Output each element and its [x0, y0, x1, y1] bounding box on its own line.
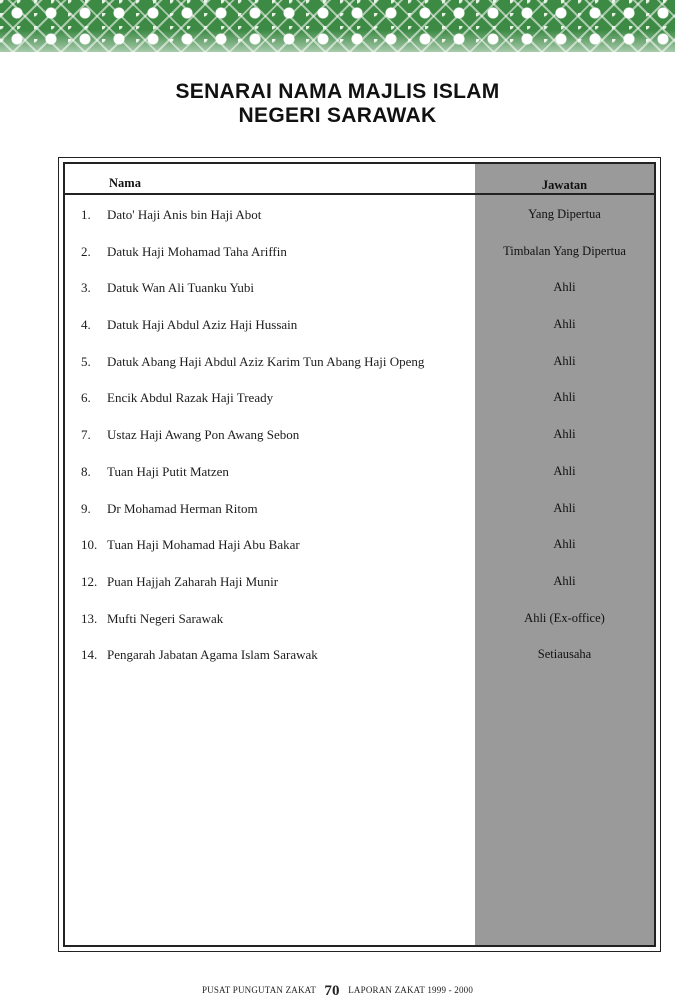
row-number: 7.	[81, 427, 91, 443]
member-name: Datuk Wan Ali Tuanku Yubi	[107, 280, 255, 296]
member-position: Ahli	[553, 463, 576, 478]
table-row	[65, 611, 654, 648]
row-number: 1.	[81, 207, 91, 222]
row-number: 9.	[81, 500, 91, 516]
table-row	[65, 501, 654, 538]
table-row	[65, 317, 654, 354]
member-position: Ahli	[553, 500, 576, 515]
row-number: 8.	[81, 463, 91, 479]
table-body	[65, 207, 654, 684]
member-position: Timbalan Yang Dipertua	[503, 243, 626, 258]
member-name: Dr Mohamad Herman Ritom	[107, 500, 258, 516]
row-number: 13.	[81, 610, 98, 626]
member-table	[63, 162, 656, 947]
table-row	[65, 280, 654, 317]
table-frame	[58, 157, 661, 952]
row-number: 12.	[81, 573, 98, 589]
member-position: Ahli	[553, 573, 576, 588]
member-name: Encik Abdul Razak Haji Tready	[107, 390, 274, 406]
footer-publisher: PUSAT PUNGUTAN ZAKAT	[201, 985, 316, 995]
row-number: 4.	[81, 317, 91, 333]
member-name: Puan Hajjah Zaharah Haji Munir	[107, 573, 279, 589]
table-row	[65, 244, 654, 281]
banner-fade	[0, 30, 675, 52]
member-position: Ahli	[553, 390, 576, 405]
member-name: Pengarah Jabatan Agama Islam Sarawak	[107, 647, 318, 663]
table-row	[65, 354, 654, 391]
row-number: 3.	[81, 280, 91, 296]
member-name: Datuk Haji Mohamad Taha Ariffin	[107, 243, 287, 259]
member-name: Tuan Haji Putit Matzen	[107, 463, 229, 479]
row-number: 2.	[81, 243, 91, 259]
member-position: Ahli	[553, 537, 576, 552]
row-number: 6.	[81, 390, 91, 406]
page-footer	[0, 983, 675, 1000]
member-position: Ahli	[553, 317, 576, 332]
member-position: Yang Dipertua	[528, 207, 601, 221]
member-name: Dato' Haji Anis bin Haji Abot	[107, 207, 262, 222]
row-number: 10.	[81, 537, 98, 553]
header-divider	[65, 193, 654, 195]
row-number: 5.	[81, 353, 91, 369]
footer-report-title: LAPORAN ZAKAT 1999 - 2000	[348, 985, 474, 995]
table-row	[65, 390, 654, 427]
member-position: Ahli (Ex-office)	[524, 610, 605, 625]
table-row	[65, 427, 654, 464]
table-row	[65, 207, 654, 244]
header-nama: Nama	[109, 176, 141, 190]
member-position: Ahli	[553, 280, 576, 295]
title-line-1: SENARAI NAMA MAJLIS ISLAM	[175, 80, 500, 103]
row-number: 14.	[81, 647, 98, 663]
page-title	[0, 80, 675, 128]
member-position: Ahli	[553, 427, 576, 442]
table-row	[65, 537, 654, 574]
member-name: Mufti Negeri Sarawak	[107, 610, 224, 626]
table-row	[65, 464, 654, 501]
member-position: Setiausaha	[537, 647, 592, 662]
member-name: Tuan Haji Mohamad Haji Abu Bakar	[107, 537, 300, 553]
table-row	[65, 647, 654, 684]
member-name: Ustaz Haji Awang Pon Awang Sebon	[107, 427, 300, 443]
member-name: Datuk Abang Haji Abdul Aziz Karim Tun Abang Haji Openg	[107, 353, 425, 369]
page-number: 70	[324, 983, 340, 999]
header-jawatan: Jawatan	[541, 178, 588, 192]
member-position: Ahli	[553, 353, 576, 368]
table-row	[65, 574, 654, 611]
title-line-2: NEGERI SARAWAK	[238, 104, 437, 127]
member-name: Datuk Haji Abdul Aziz Haji Hussain	[107, 317, 298, 333]
